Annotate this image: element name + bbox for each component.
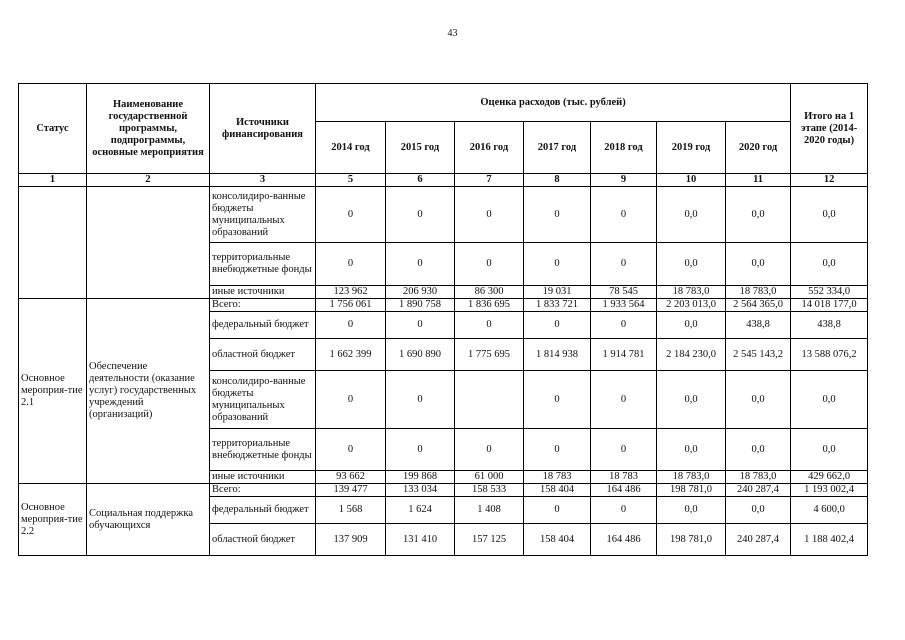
source-cell: иные источники <box>210 286 316 299</box>
value-cell: 86 300 <box>455 286 524 299</box>
value-cell: 164 486 <box>591 524 657 556</box>
value-cell: 0 <box>591 429 657 471</box>
value-cell: 0 <box>455 312 524 339</box>
value-cell: 0,0 <box>657 187 726 243</box>
value-cell: 0 <box>455 243 524 286</box>
value-cell: 0,0 <box>791 371 868 429</box>
source-cell: консолидиро-ванные бюджеты муниципальных образований <box>210 187 316 243</box>
value-cell: 1 662 399 <box>316 339 386 371</box>
value-cell: 0,0 <box>657 371 726 429</box>
value-cell: 1 833 721 <box>524 299 591 312</box>
header-year: 2016 год <box>455 122 524 174</box>
value-cell: 1 568 <box>316 497 386 524</box>
value-cell: 0 <box>316 429 386 471</box>
value-cell: 4 600,0 <box>791 497 868 524</box>
value-cell: 0 <box>524 429 591 471</box>
header-row <box>19 84 868 122</box>
value-cell <box>455 371 524 429</box>
status-cell: Основное мероприя-тие 2.1 <box>19 299 87 484</box>
value-cell: 206 930 <box>386 286 455 299</box>
column-number: 1 <box>19 174 87 187</box>
value-cell: 131 410 <box>386 524 455 556</box>
value-cell: 0 <box>386 371 455 429</box>
name-cell-empty <box>87 187 210 299</box>
value-cell: 1 775 695 <box>455 339 524 371</box>
value-cell: 158 404 <box>524 524 591 556</box>
value-cell: 2 545 143,2 <box>726 339 791 371</box>
value-cell: 158 533 <box>455 484 524 497</box>
value-cell: 0 <box>591 371 657 429</box>
value-cell: 0 <box>455 187 524 243</box>
header-year: 2014 год <box>316 122 386 174</box>
value-cell: 1 756 061 <box>316 299 386 312</box>
value-cell: 0,0 <box>726 497 791 524</box>
value-cell: 0,0 <box>791 243 868 286</box>
value-cell: 0,0 <box>726 371 791 429</box>
source-cell: территориальные внебюджетные фонды <box>210 243 316 286</box>
source-cell: федеральный бюджет <box>210 312 316 339</box>
value-cell: 164 486 <box>591 484 657 497</box>
header-status: Статус <box>19 84 87 174</box>
value-cell: 2 564 365,0 <box>726 299 791 312</box>
value-cell: 0 <box>316 371 386 429</box>
source-cell: территориальные внебюджетные фонды <box>210 429 316 471</box>
column-number: 8 <box>524 174 591 187</box>
value-cell: 0 <box>386 312 455 339</box>
value-cell: 78 545 <box>591 286 657 299</box>
value-cell: 1 188 402,4 <box>791 524 868 556</box>
value-cell: 18 783 <box>524 471 591 484</box>
column-numbers-row <box>19 174 868 187</box>
value-cell: 0 <box>591 187 657 243</box>
value-cell: 0,0 <box>726 429 791 471</box>
header-year: 2020 год <box>726 122 791 174</box>
header-name: Наименование государственной программы, подпрограммы, основные мероприятия <box>87 84 210 174</box>
value-cell: 0,0 <box>657 497 726 524</box>
budget-table <box>18 83 868 556</box>
value-cell: 198 781,0 <box>657 524 726 556</box>
value-cell: 0 <box>524 312 591 339</box>
source-cell: иные источники <box>210 471 316 484</box>
value-cell: 438,8 <box>726 312 791 339</box>
value-cell: 0,0 <box>657 312 726 339</box>
value-cell: 13 588 076,2 <box>791 339 868 371</box>
table-row <box>19 187 868 243</box>
value-cell: 1 408 <box>455 497 524 524</box>
value-cell: 0 <box>591 312 657 339</box>
value-cell: 0,0 <box>791 187 868 243</box>
value-cell: 0 <box>386 243 455 286</box>
source-cell: консолидиро-ванные бюджеты муниципальных образований <box>210 371 316 429</box>
status-cell: Основное мероприя-тие 2.2 <box>19 484 87 556</box>
value-cell: 93 662 <box>316 471 386 484</box>
activity-name-cell: Обеспечение деятельности (оказание услуг) государственных учреждений (организаций) <box>87 299 210 484</box>
column-number: 9 <box>591 174 657 187</box>
table-row <box>19 484 868 497</box>
value-cell: 0,0 <box>726 243 791 286</box>
source-cell: областной бюджет <box>210 339 316 371</box>
value-cell: 0 <box>591 497 657 524</box>
value-cell: 1 690 890 <box>386 339 455 371</box>
column-number: 11 <box>726 174 791 187</box>
value-cell: 2 203 013,0 <box>657 299 726 312</box>
value-cell: 0,0 <box>657 429 726 471</box>
header-year: 2019 год <box>657 122 726 174</box>
value-cell: 1 836 695 <box>455 299 524 312</box>
value-cell: 1 193 002,4 <box>791 484 868 497</box>
value-cell: 1 914 781 <box>591 339 657 371</box>
status-cell-empty <box>19 187 87 299</box>
activity-name-cell: Социальная поддержка обучающихся <box>87 484 210 556</box>
column-number: 3 <box>210 174 316 187</box>
value-cell: 429 662,0 <box>791 471 868 484</box>
table-row <box>19 299 868 312</box>
source-cell: Всего: <box>210 299 316 312</box>
value-cell: 0 <box>524 243 591 286</box>
value-cell: 18 783,0 <box>657 286 726 299</box>
value-cell: 0 <box>524 371 591 429</box>
value-cell: 438,8 <box>791 312 868 339</box>
header-total: Итого на 1 этапе (2014-2020 годы) <box>791 84 868 174</box>
value-cell: 240 287,4 <box>726 484 791 497</box>
column-number: 12 <box>791 174 868 187</box>
value-cell: 0 <box>386 429 455 471</box>
value-cell: 1 814 938 <box>524 339 591 371</box>
source-cell: областной бюджет <box>210 524 316 556</box>
value-cell: 137 909 <box>316 524 386 556</box>
value-cell: 157 125 <box>455 524 524 556</box>
value-cell: 158 404 <box>524 484 591 497</box>
value-cell: 0 <box>455 429 524 471</box>
header-year: 2018 год <box>591 122 657 174</box>
source-cell: федеральный бюджет <box>210 497 316 524</box>
value-cell: 2 184 230,0 <box>657 339 726 371</box>
value-cell: 0 <box>524 187 591 243</box>
value-cell: 552 334,0 <box>791 286 868 299</box>
source-cell: Всего: <box>210 484 316 497</box>
column-number: 5 <box>316 174 386 187</box>
value-cell: 0 <box>316 312 386 339</box>
value-cell: 14 018 177,0 <box>791 299 868 312</box>
value-cell: 61 000 <box>455 471 524 484</box>
value-cell: 1 624 <box>386 497 455 524</box>
value-cell: 139 477 <box>316 484 386 497</box>
column-number: 10 <box>657 174 726 187</box>
value-cell: 0 <box>316 243 386 286</box>
value-cell: 1 890 758 <box>386 299 455 312</box>
value-cell: 0,0 <box>791 429 868 471</box>
column-number: 6 <box>386 174 455 187</box>
header-estimate: Оценка расходов (тыс. рублей) <box>316 84 791 122</box>
value-cell: 18 783,0 <box>726 471 791 484</box>
value-cell: 0 <box>591 243 657 286</box>
value-cell: 0 <box>386 187 455 243</box>
value-cell: 0,0 <box>726 187 791 243</box>
column-number: 2 <box>87 174 210 187</box>
value-cell: 1 933 564 <box>591 299 657 312</box>
value-cell: 0 <box>524 497 591 524</box>
page-number: 43 <box>447 28 458 39</box>
value-cell: 240 287,4 <box>726 524 791 556</box>
header-sources: Источники финансирования <box>210 84 316 174</box>
header-year: 2017 год <box>524 122 591 174</box>
value-cell: 18 783 <box>591 471 657 484</box>
value-cell: 19 031 <box>524 286 591 299</box>
value-cell: 0 <box>316 187 386 243</box>
value-cell: 133 034 <box>386 484 455 497</box>
value-cell: 123 962 <box>316 286 386 299</box>
value-cell: 18 783,0 <box>726 286 791 299</box>
header-year: 2015 год <box>386 122 455 174</box>
value-cell: 199 868 <box>386 471 455 484</box>
column-number: 7 <box>455 174 524 187</box>
value-cell: 0,0 <box>657 243 726 286</box>
value-cell: 18 783,0 <box>657 471 726 484</box>
value-cell: 198 781,0 <box>657 484 726 497</box>
